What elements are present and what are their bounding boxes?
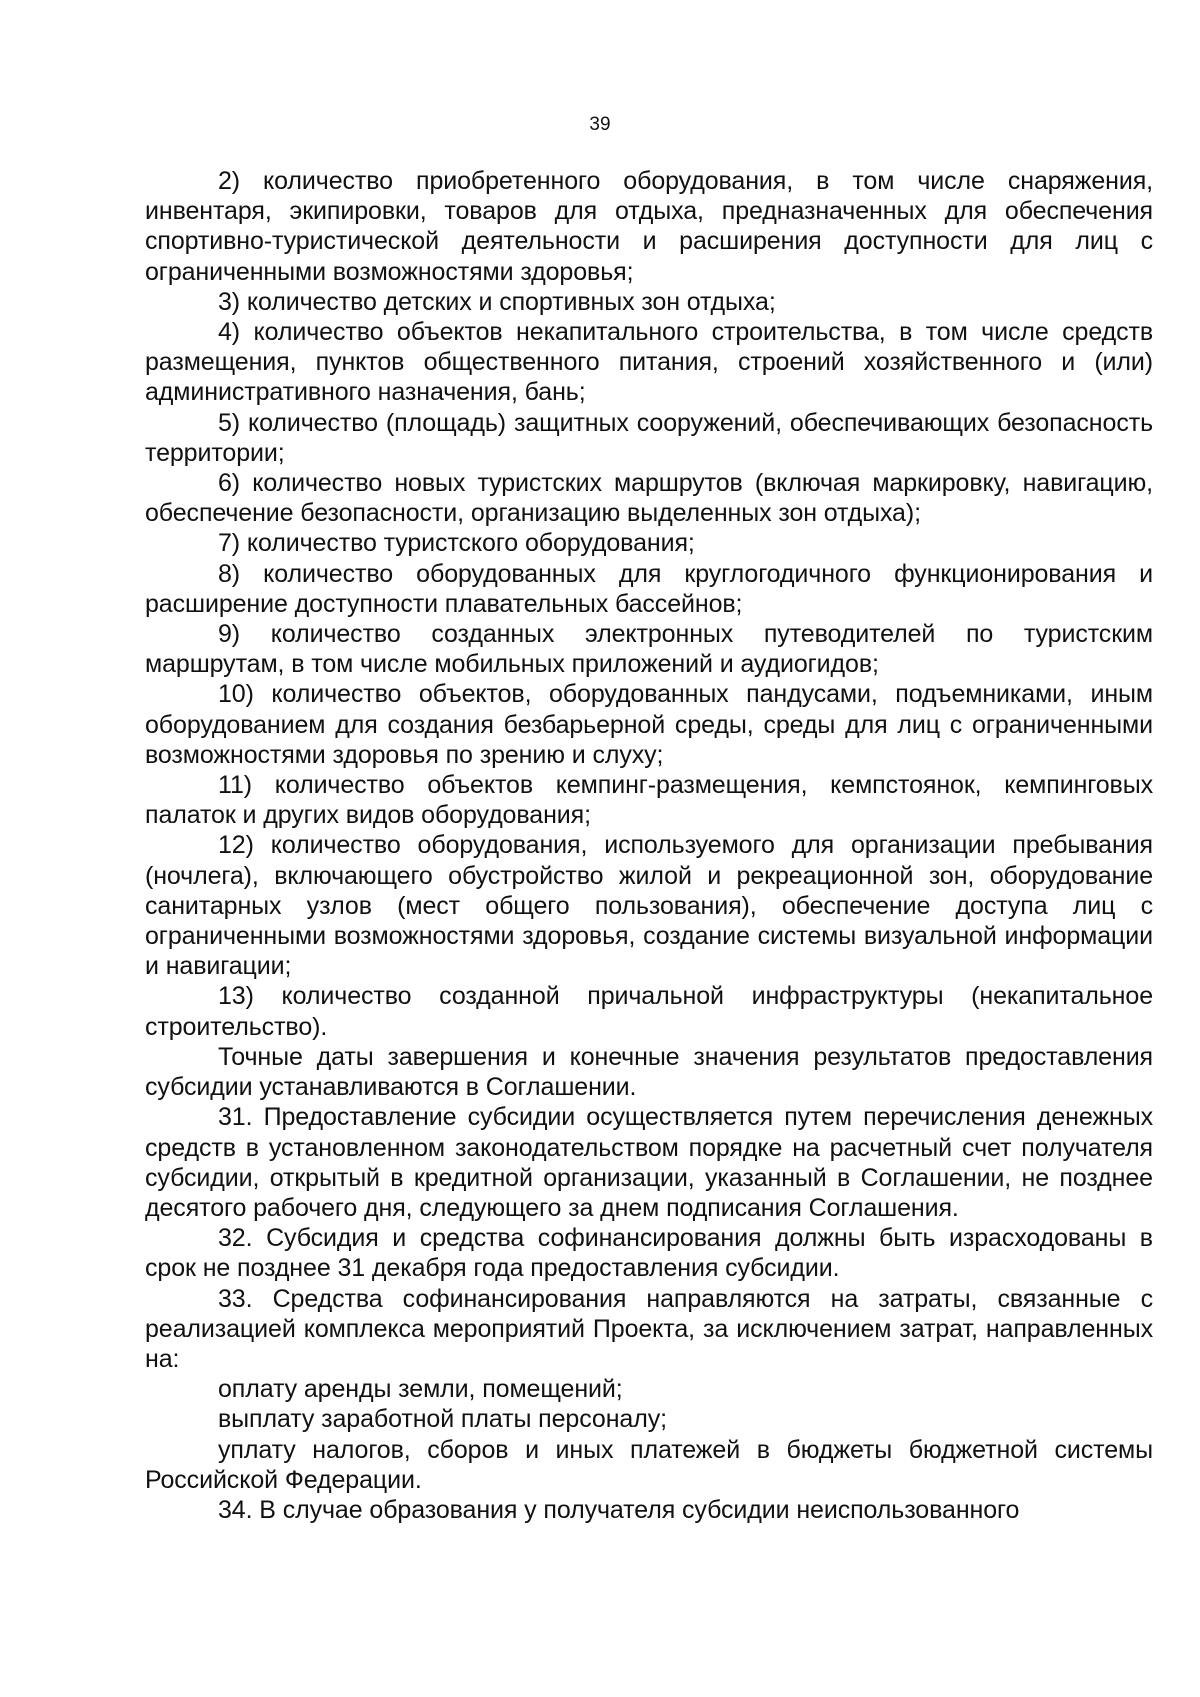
document-body <box>145 166 1153 1525</box>
page-number: 39 <box>589 114 611 135</box>
paragraph-clause-33: 33. Средства софинансирования направляются на затраты, связанные с реализацией комплекса мероприятий Проекта, за исключением затрат, направленных на: <box>145 1284 1153 1373</box>
paragraph-exclusion-rent: оплату аренды земли, помещений; <box>218 1375 623 1404</box>
paragraph-item-10: 10) количество объектов, оборудованных пандусами, подъемниками, иным оборудованием для создания безбарьерной среды, среды для лиц с ограниченными возможностями здоровья по зрению и слуху; <box>145 680 1153 769</box>
paragraph-item-9: 9) количество созданных электронных путеводителей по туристским маршрутам, в том числе мобильных приложений и аудиогидов; <box>145 620 1153 679</box>
paragraph-item-12: 12) количество оборудования, используемого для организации пребывания (ночлега), включающего обустройство жилой и рекреационной зон, оборудование санитарных узлов (мест общего пользования), обеспечение доступа лиц с ограниченными возможностями здоровья, создание системы визуальной информации и навигации; <box>145 831 1153 981</box>
paragraph-item-6: 6) количество новых туристских маршрутов (включая маркировку, навигацию, обеспечение безопасности, организацию выделенных зон отдыха); <box>145 469 1153 528</box>
paragraph-exclusion-salary: выплату заработной платы персоналу; <box>218 1405 667 1434</box>
paragraph-item-7: 7) количество туристского оборудования; <box>218 529 695 558</box>
paragraph-item-4: 4) количество объектов некапитального строительства, в том числе средств размещения, пунктов общественного питания, строений хозяйственного и (или) административного назначения, бань; <box>145 318 1153 407</box>
paragraph-item-13: 13) количество созданной причальной инфраструктуры (некапитальное строительство). <box>145 982 1153 1041</box>
paragraph-item-8: 8) количество оборудованных для круглогодичного функционирования и расширение доступности плавательных бассейнов; <box>145 559 1153 618</box>
paragraph-clause-31: 31. Предоставление субсидии осуществляется путем перечисления денежных средств в установленном законодательством порядке на расчетный счет получателя субсидии, открытый в кредитной организации, указанный в Соглашении, не позднее десятого рабочего дня, следующего за днем подписания Соглашения. <box>145 1103 1153 1222</box>
paragraph-exclusion-taxes: уплату налогов, сборов и иных платежей в бюджеты бюджетной системы Российской Федерации. <box>145 1435 1153 1494</box>
paragraph-item-5: 5) количество (площадь) защитных сооружений, обеспечивающих безопасность территории; <box>145 408 1153 467</box>
paragraph-item-11: 11) количество объектов кемпинг-размещения, кемпстоянок, кемпинговых палаток и других видов оборудования; <box>145 771 1153 830</box>
paragraph-item-2: 2) количество приобретенного оборудования, в том числе снаряжения, инвентаря, экипировки, товаров для отдыха, предназначенных для обеспечения спортивно-туристической деятельности и расширения доступности для лиц с ограниченными возможностями здоровья; <box>145 167 1153 286</box>
paragraph-result-dates: Точные даты завершения и конечные значения результатов предоставления субсидии устанавливаются в Соглашении. <box>145 1042 1153 1102</box>
paragraph-item-3: 3) количество детских и спортивных зон отдыха; <box>218 287 776 316</box>
paragraph-clause-34: 34. В случае образования у получателя субсидии неиспользованного <box>218 1495 1020 1524</box>
paragraph-clause-32: 32. Субсидия и средства софинансирования должны быть израсходованы в срок не позднее 31 декабря года предоставления субсидии. <box>145 1224 1153 1283</box>
